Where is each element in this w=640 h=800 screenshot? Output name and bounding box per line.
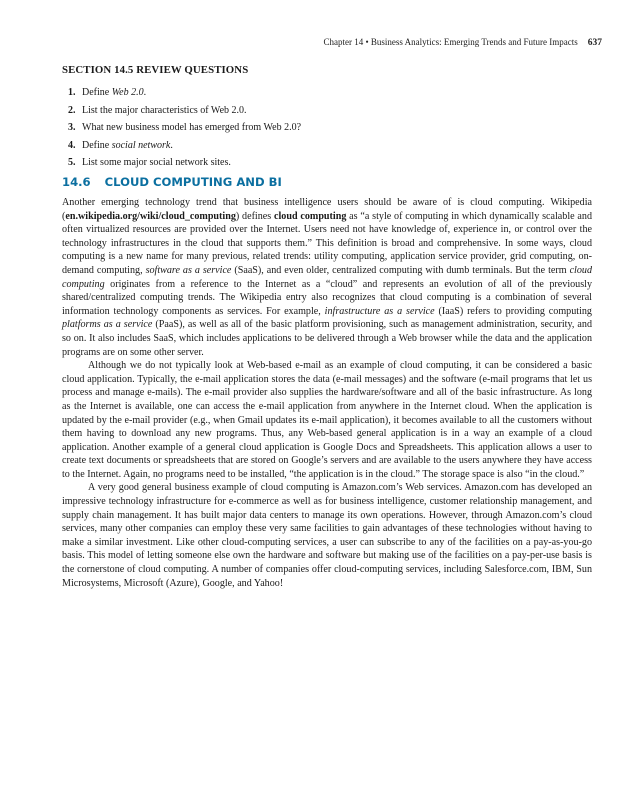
wikipedia-url: en.wikipedia.org/wiki/cloud_computing bbox=[65, 210, 236, 222]
text-run: (SaaS), and even older, centralized computing with dumb terminals. But the term bbox=[231, 264, 570, 276]
list-item bbox=[62, 137, 301, 155]
question-text: List some major social network sites. bbox=[82, 157, 231, 168]
review-questions-list bbox=[62, 84, 301, 172]
text-run: (IaaS) refers to providing computing bbox=[434, 305, 592, 317]
section-number: 14.6 bbox=[62, 175, 91, 189]
question-text-end: . bbox=[143, 87, 147, 98]
text-run: Another emerging technology trend that business intelligence users should be aware of is cloud computing. Wikipedia ( bbox=[62, 197, 592, 222]
paragraph-3: A very good general business example of cloud computing is Amazon.com’s Web services. Amazon.com has developed an impressive technology infrastructure for e-commerce as well as for business intelligence, customer relationship management, and supply chain management. It has built major data centers to manage its own operations. However, through Amazon.com’s cloud services, many other companies can employ these very same facilities to gain advantages of these technologies without having to make a similar investment. Like other cloud-computing services, a user can subscribe to any of the facilities on a pay-as-you-go basis. This model of letting someone else own the hardware and software but making use of the facilities on a pay-per-use basis is the cornerstone of cloud computing. A number of companies offer cloud-computing services, including Salesforce.com, IBM, Sun Microsystems, Microsoft (Azure), Google, and Yahoo! bbox=[62, 482, 592, 589]
question-number: 4. bbox=[68, 139, 76, 151]
paragraph-1 bbox=[62, 196, 592, 359]
text-run: as “a style of computing in which dynamically scalable and often virtualized resources are provided over the Internet. Users need not have knowledge of, experience in, or control over the technology infrastructures in the cloud that supports them.” This definition is broad and comprehensive. In some ways, cloud computing is a new name for many previous, related trends: utility computing, application service provider, grid computing, on-demand computing, bbox=[62, 210, 592, 276]
list-item bbox=[62, 102, 301, 120]
question-number: 3. bbox=[68, 122, 76, 133]
list-item bbox=[62, 84, 301, 102]
defined-term: cloud computing bbox=[274, 210, 347, 222]
running-title: Chapter 14 • Business Analytics: Emerging Trends and Future Impacts bbox=[323, 37, 578, 47]
list-item bbox=[62, 154, 301, 172]
question-term: social network bbox=[111, 139, 171, 151]
question-term: Web 2.0 bbox=[111, 87, 144, 98]
list-item bbox=[62, 119, 301, 137]
text-run: (PaaS), as well as all of the basic platform provisioning, such as management administration, security, and so on. It also includes SaaS, which includes applications to be delivered through a Web browser while the data and the application programs are on some other server. bbox=[62, 319, 593, 358]
body-text bbox=[62, 196, 592, 590]
running-header bbox=[62, 37, 602, 48]
section-title-text: CLOUD COMPUTING AND BI bbox=[104, 175, 282, 189]
question-text: Define bbox=[82, 87, 112, 98]
section-title bbox=[62, 175, 282, 189]
question-text: What new business model has emerged from Web 2.0? bbox=[82, 122, 302, 133]
text-run: ) defines bbox=[235, 210, 275, 222]
question-number: 1. bbox=[68, 87, 76, 98]
question-text: Define bbox=[82, 139, 112, 151]
review-questions-heading: SECTION 14.5 REVIEW QUESTIONS bbox=[62, 64, 249, 76]
text-run: originates from a reference to the Internet as a “cloud” and represents an evolution of all of the previously shared/centralized computing trends. The Wikipedia entry also recognizes that cloud computing is a combination of several information technology components as services. For example, bbox=[62, 278, 592, 317]
paragraph-2: Although we do not typically look at Web-based e-mail as an example of cloud computing, it can be considered a basic cloud application. Typically, the e-mail application stores the data (e-mail messages) and the software (e-mail programs that let us process and manage e-mails). The e-mail provider also supplies the hardware/software and all of the basic infrastructure. As long as the Internet is available, one can access the e-mail application from anywhere in the Internet cloud. When the application is updated by the e-mail provider (e.g., when Gmail updates its e-mail application), it becomes available to all the customers without them having to download any new programs. Thus, any Web-based general application is in a way an example of a cloud application. Another example of a general cloud application is Google Docs and Spreadsheets. This application allows a user to create text documents or spreadsheets that are stored on Google’s servers and are available to the users anywhere they have access to the Internet. Again, no programs need to be installed, “the application is in the cloud.” The storage space is also “in the cloud.” bbox=[62, 360, 592, 480]
question-text-end: . bbox=[170, 139, 173, 151]
emphasis-term: platforms as a service bbox=[62, 319, 153, 331]
question-number: 2. bbox=[68, 104, 76, 116]
emphasis-term: software as a service bbox=[145, 264, 232, 276]
emphasis-term: cloud computing bbox=[62, 264, 593, 290]
question-text: List the major characteristics of Web 2.0. bbox=[82, 104, 247, 116]
question-number: 5. bbox=[68, 157, 76, 168]
emphasis-term: infrastructure as a service bbox=[324, 305, 435, 317]
page-number: 637 bbox=[587, 38, 602, 48]
